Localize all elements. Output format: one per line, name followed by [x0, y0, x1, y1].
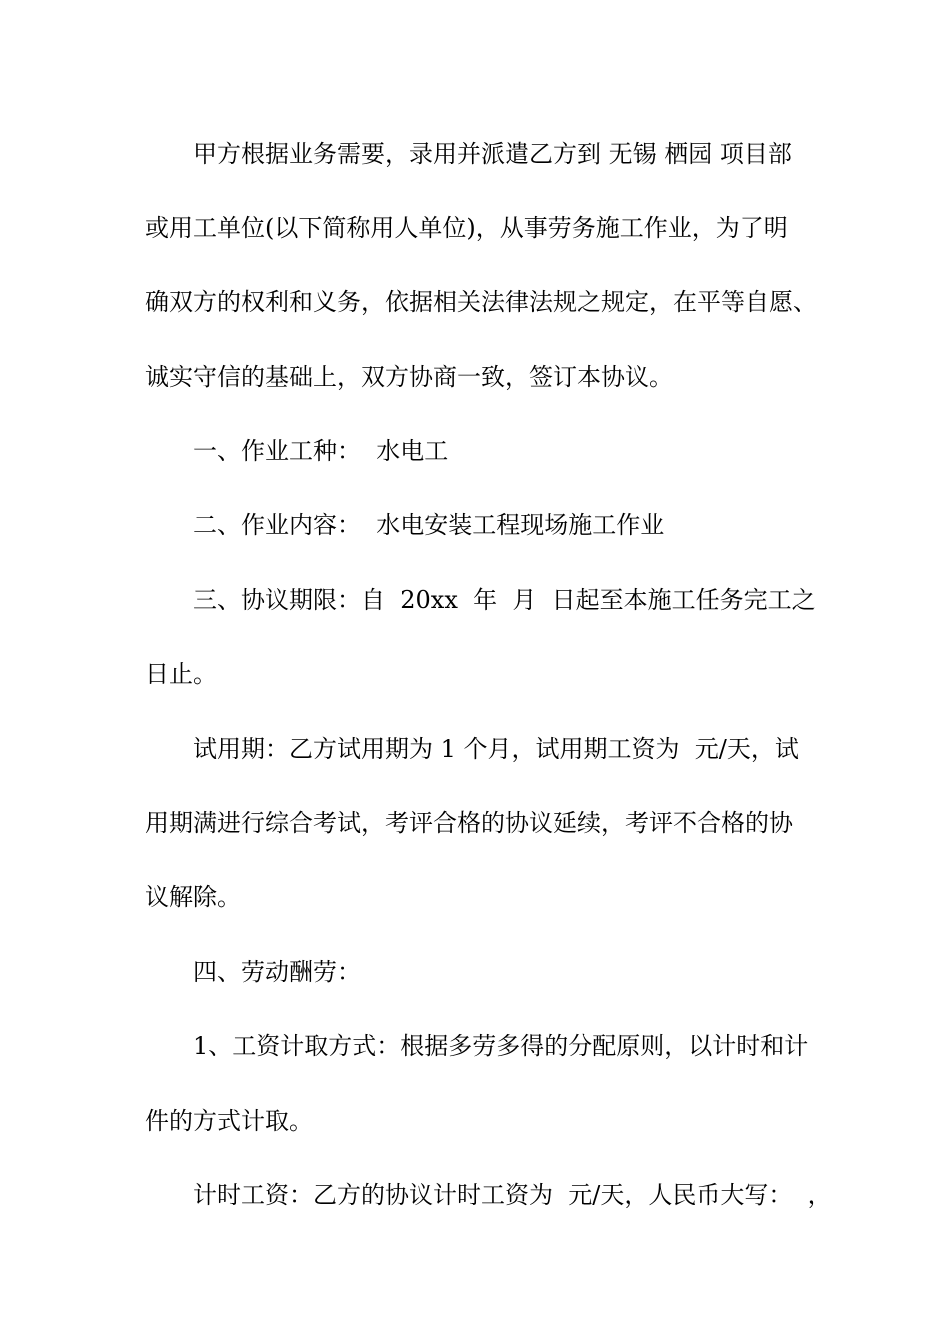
- paragraph-line: 甲方根据业务需要，录用并派遣乙方到 无锡 栖园 项目部: [193, 140, 792, 168]
- clause-probation: 试用期：乙方试用期为 1 个月，试用期工资为 元/天，试: [193, 735, 799, 763]
- clause-hourly-wage: 计时工资：乙方的协议计时工资为 元/天，人民币大写： ，: [193, 1181, 832, 1209]
- paragraph-line: 确双方的权利和义务，依据相关法律法规之规定，在平等自愿、: [145, 288, 817, 316]
- clause-remuneration: 四、劳动酬劳：: [193, 958, 361, 986]
- paragraph-line: 件的方式计取。: [145, 1107, 313, 1135]
- clause-wage-method: 1、工资计取方式：根据多劳多得的分配原则，以计时和计: [193, 1032, 809, 1060]
- clause-work-content: 二、作业内容： 水电安装工程现场施工作业: [193, 511, 665, 539]
- paragraph-line: 议解除。: [145, 883, 241, 911]
- clause-work-type: 一、作业工种： 水电工: [193, 437, 449, 465]
- paragraph-line: 用期满进行综合考试，考评合格的协议延续，考评不合格的协: [145, 809, 793, 837]
- paragraph-line: 日止。: [145, 660, 217, 688]
- clause-agreement-term: 三、协议期限：自 20xx 年 月 日起至本施工任务完工之: [193, 586, 816, 614]
- paragraph-line: 诚实守信的基础上，双方协商一致，签订本协议。: [145, 363, 673, 391]
- paragraph-line: 或用工单位(以下简称用人单位)，从事劳务施工作业，为了明: [145, 214, 788, 242]
